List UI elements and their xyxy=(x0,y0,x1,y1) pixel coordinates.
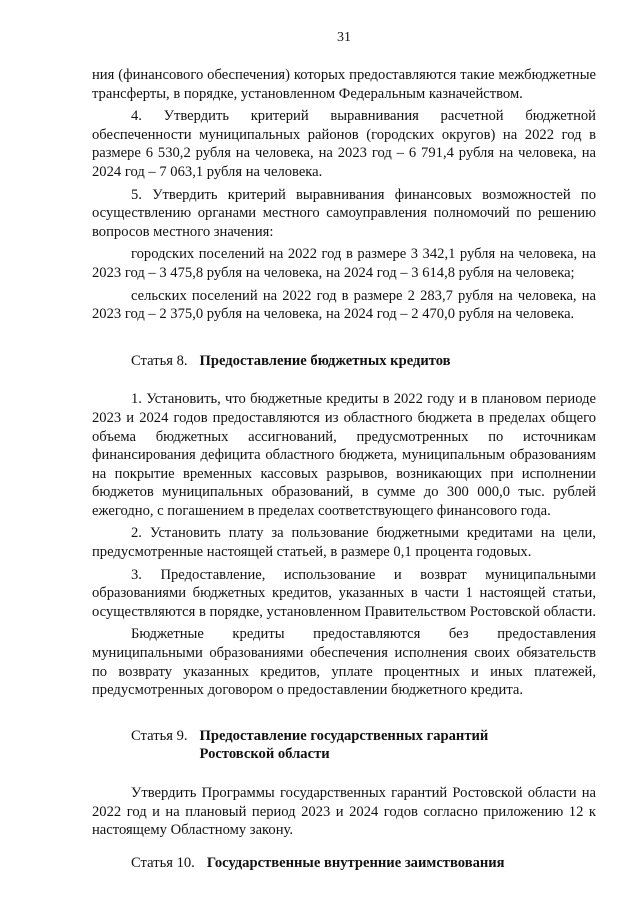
paragraph-urban-settlements: городских поселений на 2022 год в размере 3 342,1 рубля на человека, на 2023 год – 3 475,8 рубля на человека, на 2024 год – 3 614,8 рубля на человека; xyxy=(92,246,596,281)
paragraph-item-4: 4. Утвердить критерий выравнивания расчетной бюджетной обеспеченности муниципальных районов (городских округов) на 2022 год в размере 6 530,2 рубля на человека, на 2023 год – 6 791,4 рубля на человека, на 2024 год – 7 063,1 рубля на человека. xyxy=(92,108,596,180)
article-8-paragraph-1: 1. Установить, что бюджетные кредиты в 2022 году и в плановом периоде 2023 и 2024 годов предоставляются из областного бюджета в пределах общего объема бюджетных ассигнований, предусмотренных по источникам финансирования дефицита областного бюджета, муниципальным образованиям на покрытие временных кассовых разрывов, возникающих при исполнении бюджетов муниципальных образований, в сумме до 300 000,0 тыс. рублей ежегодно, с погашением в пределах соответствующего финансового года. xyxy=(92,391,596,519)
article-8-label: Статья 8. xyxy=(131,352,188,369)
paragraph-continuation: ния (финансового обеспечения) которых предоставляются такие межбюджетные трансферты, в порядке, установленном Федеральным казначейством. xyxy=(92,67,596,102)
article-10-title: Государственные внутренние заимствования xyxy=(206,854,505,871)
paragraph-item-5: 5. Утвердить критерий выравнивания финансовых возможностей по осуществлению органами местного самоуправления полномочий по решению вопросов местного значения: xyxy=(92,186,596,240)
page-number: 31 xyxy=(337,30,351,45)
article-10-label: Статья 10. xyxy=(131,854,195,871)
article-8-heading xyxy=(92,352,596,371)
article-9-paragraph-1: Утвердить Программы государственных гарантий Ростовской области на 2022 год и на плановый период 2023 и 2024 годов согласно приложению 12 к настоящему Областному закону. xyxy=(92,785,596,839)
article-8-paragraph-2: 2. Установить плату за пользование бюджетными кредитами на цели, предусмотренные настоящей статьей, в размере 0,1 процента годовых. xyxy=(92,525,596,561)
article-8-paragraph-3: 3. Предоставление, использование и возврат муниципальными образованиями бюджетных кредитов, указанных в части 1 настоящей статьи, осуществляются в порядке, установленном Правительством Ростовской области. xyxy=(92,566,596,620)
paragraph-rural-settlements: сельских поселений на 2022 год в размере 2 283,7 рубля на человека, на 2023 год – 2 375,0 рубля на человека, на 2024 год – 2 470,0 рубля на человека. xyxy=(92,287,596,323)
article-9-heading xyxy=(92,727,596,764)
article-10-heading xyxy=(92,854,596,873)
article-9-title-line-2: Ростовской области xyxy=(199,746,330,763)
article-9-title-line-1: Предоставление государственных гарантий xyxy=(199,727,489,744)
article-8-paragraph-4: Бюджетные кредиты предоставляются без предоставления муниципальными образованиями обеспечения исполнения своих обязательств по возврату указанных кредитов, уплате процентных и иных платежей, предусмотренных договором о предоставлении бюджетного кредита. xyxy=(92,626,596,699)
article-8-title: Предоставление бюджетных кредитов xyxy=(199,352,451,369)
article-9-title xyxy=(200,727,489,764)
article-9-label: Статья 9. xyxy=(131,727,188,744)
